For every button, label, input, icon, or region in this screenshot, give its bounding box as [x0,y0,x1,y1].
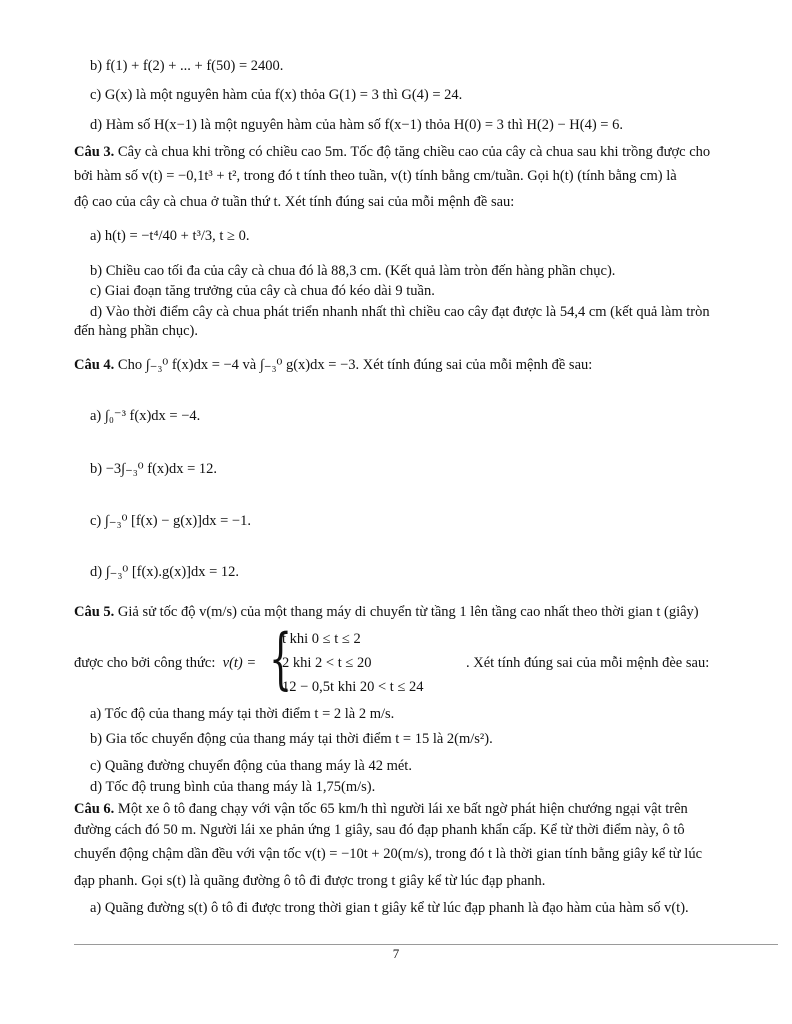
footer-divider [74,944,778,945]
q5-b-text: b) Gia tốc chuyển động của thang máy tại thời điểm t = 15 là 2(m/s²). [90,731,493,747]
q5-option-a [90,705,394,723]
q5-lead-text: được cho bởi công thức: [74,655,216,671]
q5-option-c [90,757,412,775]
q5-piece-3-text: 12 − 0,5t khi 20 < t ≤ 24 [282,679,424,695]
q3-option-c [90,282,435,300]
q5-piece-2 [282,654,371,672]
q3-line2-text: bởi hàm số v(t) = −0,1t³ + t², trong đó t tính theo tuần, v(t) tính bằng cm/tuần. Gọi h(t) (tính bằng cm) là [74,168,677,184]
q3-option-a [90,227,250,245]
q6-option-a [90,899,689,917]
q5-v-of-t: v(t) = [219,655,257,671]
q4-stem-text: Cho ∫₋₃⁰ f(x)dx = −4 và ∫₋₃⁰ g(x)dx = −3. Xét tính đúng sai của mỗi mệnh đề sau: [117,357,593,373]
q3-stem-line3 [74,193,514,211]
q6-stem-line2 [74,821,685,839]
q4-option-d [90,563,239,581]
q5-option-b [90,730,493,748]
piecewise-brace: { [269,620,293,697]
q5-d-text: d) Tốc độ trung bình của thang máy là 1,75(m/s). [90,779,376,795]
q3-line3-text: độ cao của cây cà chua ở tuần thứ t. Xét tính đúng sai của mỗi mệnh đề sau: [74,194,515,210]
q3-stem-line1 [74,143,710,161]
q3-a-text: a) h(t) = −t⁴/40 + t³/3, t ≥ 0. [90,228,250,244]
q5-piece-1-text: t khi 0 ≤ t ≤ 2 [282,631,361,647]
q3-d2-text: đến hàng phần chục). [74,323,199,339]
q6-line3-text: chuyển động chậm dần đều với vận tốc v(t) = −10t + 20(m/s), trong đó t là thời gian tính bằng giây kể từ lúc [74,846,703,862]
q4-option-a [90,407,200,425]
q6-stem-line4 [74,872,545,890]
q6-label: Câu 6. [74,801,115,817]
q5-piece-1 [282,630,361,648]
q4-b-text: b) −3∫₋₃⁰ f(x)dx = 12. [90,461,218,477]
prev-part-d [90,116,623,134]
q5-formula-tail [466,654,709,672]
q3-d1-text: d) Vào thời điểm cây cà chua phát triển nhanh nhất thì chiều cao cây đạt được là 54,4 cm (kết quả làm tròn [90,304,710,320]
q3-stem-line2 [74,167,677,185]
q6-stem-line3 [74,845,702,863]
q5-piece-2-text: 2 khi 2 < t ≤ 20 [282,655,372,671]
q5-piece-3 [282,678,424,696]
q4-label: Câu 4. [74,357,115,373]
q5-a-text: a) Tốc độ của thang máy tại thời điểm t = 2 là 2 m/s. [90,706,395,722]
q6-stem-line1 [74,800,688,818]
q5-formula-lead [74,654,256,672]
q5-label: Câu 5. [74,604,115,620]
q6-line4-text: đạp phanh. Gọi s(t) là quãng đường ô tô đi được trong t giây kể từ lúc đạp phanh. [74,873,546,889]
q5-option-d [90,778,375,796]
q3-line1-text: Cây cà chua khi trồng có chiều cao 5m. Tốc độ tăng chiều cao của cây cà chua sau khi trồng được cho [117,144,711,160]
prev-part-c-text: c) G(x) là một nguyên hàm của f(x) thỏa G(1) = 3 thì G(4) = 24. [90,87,463,103]
q4-a-text: a) ∫₀⁻³ f(x)dx = −4. [90,408,201,424]
q5-stem-line1 [74,603,699,621]
q3-option-d-line2 [74,322,198,340]
q6-a-text: a) Quãng đường s(t) ô tô đi được trong thời gian t giây kể từ lúc đạp phanh là đạo hàm của hàm số v(t). [90,900,689,916]
q6-line1-text: Một xe ô tô đang chạy với vận tốc 65 km/h thì người lái xe bất ngờ phát hiện chướng ngại vật trên [117,801,688,817]
q4-option-c [90,512,251,530]
q3-option-b [90,262,615,280]
q3-b-text: b) Chiều cao tối đa của cây cà chua đó là 88,3 cm. (Kết quả làm tròn đến hàng phần chục). [90,263,616,279]
q6-line2-text: đường cách đó 50 m. Người lái xe phản ứng 1 giây, sau đó đạp phanh khẩn cấp. Kể từ thời điểm này, ô tô [74,822,685,838]
q3-option-d-line1 [90,303,710,321]
q5-tail-text: . Xét tính đúng sai của mỗi mệnh đèe sau: [466,655,710,671]
q3-label: Câu 3. [74,144,115,160]
prev-part-c [90,86,462,104]
q5-line1-text: Giả sử tốc độ v(m/s) của một thang máy di chuyển từ tầng 1 lên tầng cao nhất theo thời gian t (giây) [117,604,699,620]
q4-option-b [90,460,217,478]
q4-c-text: c) ∫₋₃⁰ [f(x) − g(x)]dx = −1. [90,513,251,529]
prev-part-b [90,57,283,75]
q4-stem [74,356,592,374]
prev-part-d-text: d) Hàm số H(x−1) là một nguyên hàm của hàm số f(x−1) thỏa H(0) = 3 thì H(2) − H(4) = 6. [90,117,623,133]
page-number: 7 [392,946,400,961]
prev-part-b-text: b) f(1) + f(2) + ... + f(50) = 2400. [90,58,284,74]
q3-c-text: c) Giai đoạn tăng trưởng của cây cà chua đó kéo dài 9 tuần. [90,283,435,299]
q5-c-text: c) Quãng đường chuyển động của thang máy là 42 mét. [90,758,412,774]
q4-d-text: d) ∫₋₃⁰ [f(x).g(x)]dx = 12. [90,564,240,580]
